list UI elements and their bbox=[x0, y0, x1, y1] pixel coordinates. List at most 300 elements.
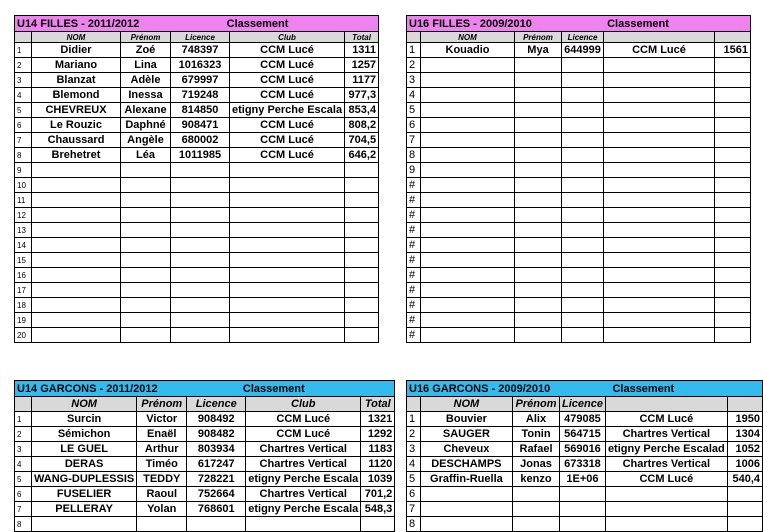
section-title: U16 GARCONS - 2009/2010 bbox=[407, 381, 560, 397]
table-row bbox=[15, 313, 379, 328]
nom-cell: Mariano bbox=[32, 58, 121, 73]
club-cell bbox=[605, 517, 727, 532]
club-cell: CCM Lucé bbox=[230, 148, 345, 163]
nom-cell bbox=[421, 283, 515, 298]
total-cell: 1950 bbox=[727, 412, 762, 427]
prenom-cell bbox=[121, 283, 171, 298]
club-cell bbox=[605, 502, 727, 517]
nom-cell bbox=[32, 328, 121, 343]
nom-cell bbox=[421, 328, 515, 343]
club-cell bbox=[230, 313, 345, 328]
table-row bbox=[407, 178, 751, 193]
club-cell bbox=[604, 328, 715, 343]
licence-cell: 1E+06 bbox=[559, 472, 605, 487]
club-cell: CCM Lucé bbox=[230, 58, 345, 73]
table-row bbox=[15, 268, 379, 283]
club-cell: Chartres Vertical bbox=[246, 442, 361, 457]
table-row bbox=[407, 487, 763, 502]
prenom-cell bbox=[121, 193, 171, 208]
licence-cell bbox=[559, 502, 605, 517]
table-row bbox=[407, 253, 751, 268]
rank-cell: 2 bbox=[407, 58, 421, 73]
column-header: Prénom bbox=[137, 397, 187, 412]
licence-cell bbox=[171, 208, 230, 223]
club-cell bbox=[604, 133, 715, 148]
total-cell bbox=[345, 223, 379, 238]
total-cell bbox=[345, 313, 379, 328]
total-cell bbox=[715, 88, 751, 103]
prenom-cell bbox=[515, 223, 562, 238]
title-spacer bbox=[727, 381, 762, 397]
prenom-cell bbox=[121, 178, 171, 193]
club-cell: Chartres Vertical bbox=[246, 457, 361, 472]
licence-cell bbox=[562, 148, 604, 163]
table-row bbox=[15, 283, 379, 298]
section-title: U16 FILLES - 2009/2010 bbox=[407, 16, 562, 32]
total-cell bbox=[345, 283, 379, 298]
prenom-cell bbox=[121, 253, 171, 268]
title-spacer bbox=[361, 381, 395, 397]
nom-cell: Kouadio bbox=[421, 43, 515, 58]
u14-filles-block bbox=[14, 15, 379, 343]
prenom-cell: Arthur bbox=[137, 442, 187, 457]
nom-cell: Brehetret bbox=[32, 148, 121, 163]
licence-cell bbox=[562, 163, 604, 178]
prenom-cell bbox=[515, 238, 562, 253]
rank-cell: 9 bbox=[407, 163, 421, 178]
club-cell bbox=[230, 253, 345, 268]
rank-cell: 11 bbox=[15, 193, 32, 208]
club-cell: Chartres Vertical bbox=[605, 457, 727, 472]
table-row bbox=[407, 328, 751, 343]
rank-cell: 16 bbox=[15, 268, 32, 283]
nom-cell bbox=[32, 283, 121, 298]
nom-cell bbox=[32, 223, 121, 238]
club-cell bbox=[604, 148, 715, 163]
total-cell: 808,2 bbox=[345, 118, 379, 133]
nom-cell bbox=[421, 133, 515, 148]
total-cell bbox=[345, 193, 379, 208]
club-cell bbox=[604, 298, 715, 313]
total-cell bbox=[715, 178, 751, 193]
prenom-cell bbox=[515, 88, 562, 103]
club-cell bbox=[230, 178, 345, 193]
total-cell: 701,2 bbox=[361, 487, 395, 502]
rank-cell: 6 bbox=[407, 118, 421, 133]
licence-cell: 814850 bbox=[171, 103, 230, 118]
table-row bbox=[407, 457, 763, 472]
licence-cell bbox=[562, 328, 604, 343]
prenom-cell: Rafael bbox=[513, 442, 560, 457]
rank-cell: 3 bbox=[15, 73, 32, 88]
rank-cell: 4 bbox=[407, 88, 421, 103]
prenom-cell: Jonas bbox=[513, 457, 560, 472]
rank-cell: 7 bbox=[15, 502, 32, 517]
total-cell bbox=[345, 253, 379, 268]
prenom-cell: Inessa bbox=[121, 88, 171, 103]
rank-cell: # bbox=[407, 223, 421, 238]
table-row bbox=[407, 163, 751, 178]
column-header: Licence bbox=[187, 397, 246, 412]
table-row bbox=[407, 427, 763, 442]
nom-cell: PELLERAY bbox=[32, 502, 137, 517]
rank-cell: 3 bbox=[15, 442, 32, 457]
column-header: Licence bbox=[562, 32, 604, 43]
licence-cell: 569016 bbox=[559, 442, 605, 457]
total-cell: 1006 bbox=[727, 457, 762, 472]
prenom-cell: Victor bbox=[137, 412, 187, 427]
nom-cell: Le Rouzic bbox=[32, 118, 121, 133]
nom-cell bbox=[32, 238, 121, 253]
rank-cell: # bbox=[407, 193, 421, 208]
table-row bbox=[407, 43, 751, 58]
licence-cell bbox=[562, 253, 604, 268]
rank-cell: # bbox=[407, 208, 421, 223]
licence-cell bbox=[171, 298, 230, 313]
licence-cell bbox=[562, 208, 604, 223]
club-cell bbox=[604, 178, 715, 193]
club-cell bbox=[230, 208, 345, 223]
licence-cell: 564715 bbox=[559, 427, 605, 442]
rank-cell: 12 bbox=[15, 208, 32, 223]
total-cell: 1052 bbox=[727, 442, 762, 457]
rank-cell: 15 bbox=[15, 253, 32, 268]
table-row bbox=[407, 238, 751, 253]
nom-cell: SAUGER bbox=[420, 427, 512, 442]
club-cell bbox=[604, 253, 715, 268]
prenom-cell bbox=[515, 73, 562, 88]
prenom-cell: Alexane bbox=[121, 103, 171, 118]
nom-cell bbox=[420, 502, 512, 517]
club-cell bbox=[604, 118, 715, 133]
column-header: Licence bbox=[171, 32, 230, 43]
total-cell bbox=[715, 103, 751, 118]
club-cell: CCM Lucé bbox=[230, 88, 345, 103]
prenom-cell bbox=[121, 223, 171, 238]
rank-cell: 13 bbox=[15, 223, 32, 238]
rank-cell: 4 bbox=[407, 457, 421, 472]
licence-cell bbox=[171, 193, 230, 208]
section-title: U14 GARCONS - 2011/2012 bbox=[15, 381, 187, 397]
club-cell: CCM Lucé bbox=[605, 412, 727, 427]
prenom-cell: Alix bbox=[513, 412, 560, 427]
club-cell bbox=[604, 208, 715, 223]
club-cell bbox=[230, 298, 345, 313]
total-cell bbox=[727, 502, 762, 517]
prenom-cell bbox=[513, 517, 560, 532]
total-cell bbox=[715, 253, 751, 268]
total-cell: 1321 bbox=[361, 412, 395, 427]
licence-cell bbox=[559, 487, 605, 502]
rank-cell: 8 bbox=[407, 517, 421, 532]
total-cell bbox=[345, 328, 379, 343]
prenom-cell bbox=[515, 178, 562, 193]
total-cell bbox=[345, 298, 379, 313]
total-cell: 1311 bbox=[345, 43, 379, 58]
nom-cell bbox=[32, 193, 121, 208]
table-row bbox=[15, 472, 395, 487]
rank-cell: 7 bbox=[407, 502, 421, 517]
column-header: NOM bbox=[32, 32, 121, 43]
licence-cell bbox=[562, 178, 604, 193]
licence-cell: 1016323 bbox=[171, 58, 230, 73]
licence-cell: 908482 bbox=[187, 427, 246, 442]
nom-cell: Bouvier bbox=[420, 412, 512, 427]
club-cell bbox=[604, 268, 715, 283]
prenom-cell bbox=[515, 118, 562, 133]
prenom-cell bbox=[121, 163, 171, 178]
rank-cell: 6 bbox=[15, 118, 32, 133]
nom-cell bbox=[32, 208, 121, 223]
rank-cell: # bbox=[407, 253, 421, 268]
prenom-cell bbox=[121, 208, 171, 223]
total-cell bbox=[715, 118, 751, 133]
nom-cell bbox=[421, 208, 515, 223]
licence-cell: 752664 bbox=[187, 487, 246, 502]
u16-filles-block bbox=[406, 15, 751, 343]
nom-cell: Didier bbox=[32, 43, 121, 58]
header-rank bbox=[15, 32, 32, 43]
licence-cell bbox=[187, 517, 246, 532]
nom-cell: Graffin-Ruella bbox=[420, 472, 512, 487]
column-header: Total bbox=[361, 397, 395, 412]
rank-cell: 8 bbox=[15, 517, 32, 532]
column-header bbox=[604, 32, 715, 43]
total-cell bbox=[715, 58, 751, 73]
rank-cell: 1 bbox=[15, 43, 32, 58]
header-rank bbox=[407, 32, 421, 43]
prenom-cell: Lina bbox=[121, 58, 171, 73]
u16-garcons-table bbox=[406, 380, 763, 532]
table-row bbox=[407, 283, 751, 298]
column-header: NOM bbox=[420, 397, 512, 412]
prenom-cell bbox=[121, 328, 171, 343]
prenom-cell bbox=[515, 148, 562, 163]
nom-cell bbox=[421, 118, 515, 133]
prenom-cell bbox=[515, 313, 562, 328]
total-cell: 977,3 bbox=[345, 88, 379, 103]
nom-cell: CHEVREUX bbox=[32, 103, 121, 118]
club-cell bbox=[246, 517, 361, 532]
licence-cell: 680002 bbox=[171, 133, 230, 148]
club-cell: CCM Lucé bbox=[246, 412, 361, 427]
rank-cell: 17 bbox=[15, 283, 32, 298]
licence-cell bbox=[562, 118, 604, 133]
licence-cell bbox=[562, 103, 604, 118]
table-row bbox=[15, 178, 379, 193]
total-cell bbox=[345, 163, 379, 178]
table-row bbox=[407, 502, 763, 517]
table-row bbox=[407, 268, 751, 283]
licence-cell bbox=[562, 313, 604, 328]
column-header bbox=[605, 397, 727, 412]
table-row bbox=[15, 163, 379, 178]
table-row bbox=[407, 298, 751, 313]
table-row bbox=[407, 118, 751, 133]
rank-cell: 5 bbox=[407, 472, 421, 487]
column-header: Prénom bbox=[121, 32, 171, 43]
total-cell: 1257 bbox=[345, 58, 379, 73]
prenom-cell bbox=[121, 238, 171, 253]
table-row bbox=[15, 487, 395, 502]
club-cell bbox=[230, 283, 345, 298]
table-row bbox=[407, 442, 763, 457]
ranking-label: Classement bbox=[171, 16, 345, 32]
table-row bbox=[15, 238, 379, 253]
table-row bbox=[15, 118, 379, 133]
nom-cell: WANG-DUPLESSIS bbox=[32, 472, 137, 487]
licence-cell: 768601 bbox=[187, 502, 246, 517]
total-cell: 1292 bbox=[361, 427, 395, 442]
prenom-cell: Mya bbox=[515, 43, 562, 58]
prenom-cell bbox=[515, 58, 562, 73]
nom-cell bbox=[421, 268, 515, 283]
licence-cell: 679997 bbox=[171, 73, 230, 88]
table-row bbox=[407, 133, 751, 148]
column-header bbox=[727, 397, 762, 412]
prenom-cell: Yolan bbox=[137, 502, 187, 517]
total-cell bbox=[715, 283, 751, 298]
prenom-cell bbox=[515, 283, 562, 298]
licence-cell bbox=[559, 517, 605, 532]
licence-cell: 748397 bbox=[171, 43, 230, 58]
licence-cell bbox=[171, 283, 230, 298]
prenom-cell bbox=[515, 103, 562, 118]
total-cell bbox=[715, 298, 751, 313]
club-cell bbox=[604, 313, 715, 328]
nom-cell bbox=[421, 88, 515, 103]
nom-cell bbox=[32, 313, 121, 328]
club-cell: CCM Lucé bbox=[230, 118, 345, 133]
table-row bbox=[407, 148, 751, 163]
nom-cell bbox=[420, 517, 512, 532]
table-row bbox=[15, 58, 379, 73]
table-row bbox=[407, 517, 763, 532]
prenom-cell bbox=[515, 208, 562, 223]
rank-cell: # bbox=[407, 313, 421, 328]
section-title: U14 FILLES - 2011/2012 bbox=[15, 16, 171, 32]
club-cell: CCM Lucé bbox=[604, 43, 715, 58]
nom-cell bbox=[32, 253, 121, 268]
total-cell bbox=[715, 223, 751, 238]
nom-cell bbox=[421, 238, 515, 253]
licence-cell bbox=[171, 313, 230, 328]
ranking-label: Classement bbox=[187, 381, 361, 397]
total-cell bbox=[715, 193, 751, 208]
rank-cell: 9 bbox=[15, 163, 32, 178]
rank-cell: # bbox=[407, 268, 421, 283]
club-cell bbox=[604, 223, 715, 238]
rank-cell: 10 bbox=[15, 178, 32, 193]
club-cell bbox=[604, 193, 715, 208]
nom-cell bbox=[421, 193, 515, 208]
licence-cell bbox=[562, 58, 604, 73]
rank-cell: 1 bbox=[15, 412, 32, 427]
rank-cell: 2 bbox=[407, 427, 421, 442]
table-row bbox=[407, 103, 751, 118]
prenom-cell bbox=[515, 328, 562, 343]
rank-cell: 5 bbox=[407, 103, 421, 118]
rank-cell: 7 bbox=[15, 133, 32, 148]
rank-cell: 3 bbox=[407, 73, 421, 88]
table-row bbox=[15, 223, 379, 238]
prenom-cell: Enaël bbox=[137, 427, 187, 442]
total-cell bbox=[715, 208, 751, 223]
prenom-cell bbox=[515, 133, 562, 148]
club-cell bbox=[230, 328, 345, 343]
prenom-cell: Adèle bbox=[121, 73, 171, 88]
column-header: Total bbox=[345, 32, 379, 43]
total-cell: 540,4 bbox=[727, 472, 762, 487]
rank-cell: 3 bbox=[407, 442, 421, 457]
club-cell: Chartres Vertical bbox=[605, 427, 727, 442]
table-row bbox=[15, 73, 379, 88]
table-row bbox=[15, 148, 379, 163]
u14-garcons-block bbox=[14, 380, 395, 532]
table-row bbox=[15, 43, 379, 58]
licence-cell bbox=[562, 73, 604, 88]
u14-garcons-table bbox=[14, 380, 395, 532]
licence-cell bbox=[171, 253, 230, 268]
licence-cell bbox=[562, 223, 604, 238]
licence-cell: 479085 bbox=[559, 412, 605, 427]
nom-cell bbox=[421, 148, 515, 163]
total-cell: 704,5 bbox=[345, 133, 379, 148]
prenom-cell bbox=[137, 517, 187, 532]
nom-cell: Blanzat bbox=[32, 73, 121, 88]
total-cell bbox=[715, 268, 751, 283]
prenom-cell bbox=[515, 298, 562, 313]
total-cell bbox=[715, 328, 751, 343]
club-cell bbox=[230, 268, 345, 283]
club-cell bbox=[604, 88, 715, 103]
nom-cell: Blemond bbox=[32, 88, 121, 103]
club-cell bbox=[604, 283, 715, 298]
prenom-cell bbox=[121, 268, 171, 283]
table-row bbox=[407, 472, 763, 487]
club-cell: etigny Perche Escala bbox=[230, 103, 345, 118]
total-cell bbox=[715, 73, 751, 88]
nom-cell bbox=[421, 73, 515, 88]
nom-cell bbox=[421, 313, 515, 328]
rank-cell: 7 bbox=[407, 133, 421, 148]
total-cell bbox=[361, 517, 395, 532]
total-cell: 1177 bbox=[345, 73, 379, 88]
table-row bbox=[15, 133, 379, 148]
header-rank bbox=[15, 397, 32, 412]
table-row bbox=[407, 313, 751, 328]
club-cell: CCM Lucé bbox=[246, 427, 361, 442]
licence-cell bbox=[562, 238, 604, 253]
licence-cell bbox=[562, 88, 604, 103]
ranking-label: Classement bbox=[562, 16, 715, 32]
prenom-cell bbox=[121, 298, 171, 313]
column-header: Prénom bbox=[513, 397, 560, 412]
licence-cell: 908492 bbox=[187, 412, 246, 427]
licence-cell bbox=[171, 238, 230, 253]
nom-cell bbox=[421, 103, 515, 118]
licence-cell: 719248 bbox=[171, 88, 230, 103]
table-row bbox=[15, 427, 395, 442]
rank-cell: # bbox=[407, 298, 421, 313]
club-cell: CCM Lucé bbox=[230, 43, 345, 58]
table-row bbox=[15, 253, 379, 268]
rank-cell: 4 bbox=[15, 88, 32, 103]
prenom-cell bbox=[515, 163, 562, 178]
nom-cell bbox=[421, 298, 515, 313]
total-cell bbox=[345, 208, 379, 223]
licence-cell bbox=[562, 133, 604, 148]
